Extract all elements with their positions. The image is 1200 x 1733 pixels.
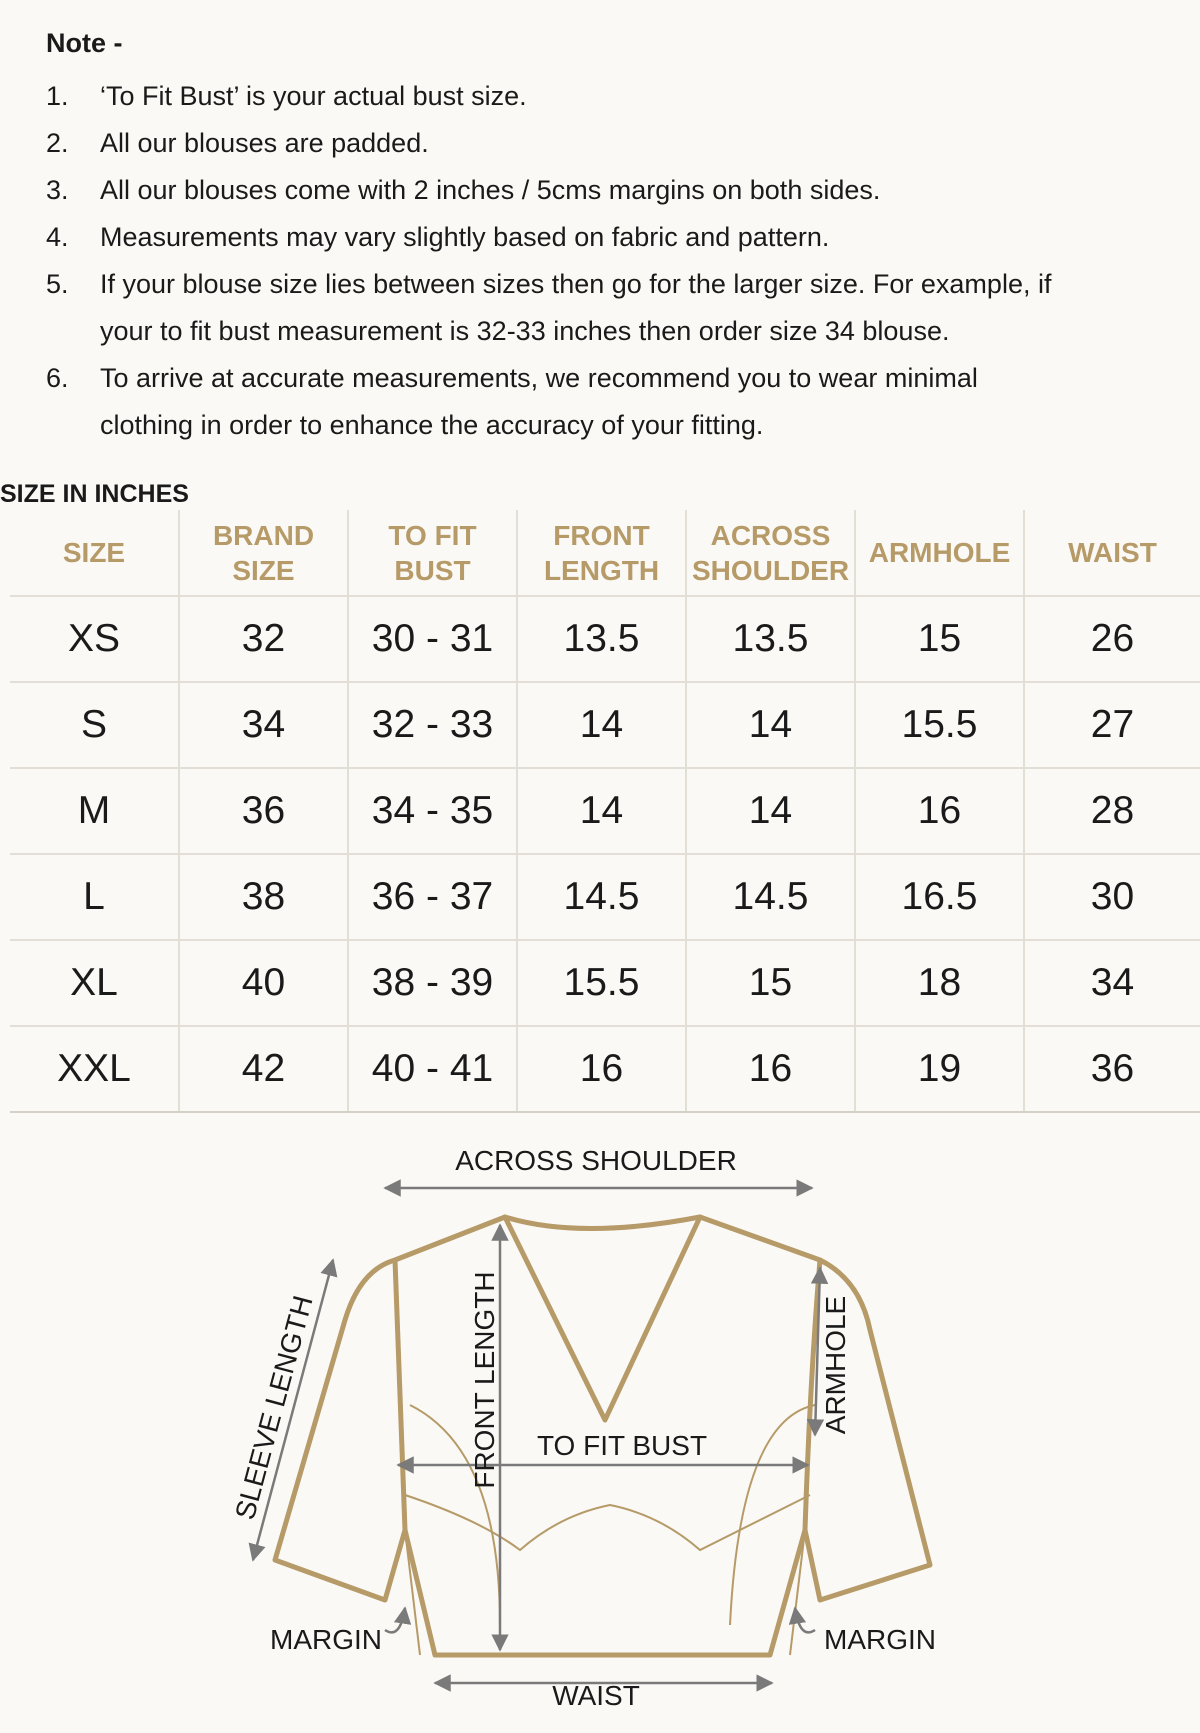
table-cell: 36 [1024, 1026, 1200, 1112]
note-text [100, 355, 1166, 449]
label-sleeve-length: SLEEVE LENGTH [229, 1292, 319, 1523]
column-header-line: TO FIT [388, 519, 477, 551]
note-number: 2. [46, 128, 69, 158]
note-line: All our blouses are padded. [100, 128, 429, 158]
table-row [10, 1026, 1200, 1112]
table-cell: 14 [517, 768, 686, 854]
table-body [10, 596, 1200, 1112]
table-cell: 15.5 [855, 682, 1024, 768]
table-cell: 40 - 41 [348, 1026, 517, 1112]
column-header [10, 510, 179, 596]
table-header-row [10, 510, 1200, 596]
table-cell: 28 [1024, 768, 1200, 854]
note-item [46, 167, 1166, 214]
column-header [348, 510, 517, 596]
note-number: 1. [46, 81, 69, 111]
table-cell: 34 - 35 [348, 768, 517, 854]
column-header-line: ACROSS [710, 519, 831, 551]
note-text [100, 73, 1166, 120]
table-cell: 32 - 33 [348, 682, 517, 768]
note-text [100, 120, 1166, 167]
column-header-line: SIZE [232, 554, 295, 586]
table-cell: 38 [179, 854, 348, 940]
column-header [1024, 510, 1200, 596]
table-cell: 40 [179, 940, 348, 1026]
note-title: Note - [46, 28, 123, 58]
note-text [100, 261, 1166, 355]
table-cell: 19 [855, 1026, 1024, 1112]
table-row [10, 940, 1200, 1026]
column-header-line: ARMHOLE [868, 537, 1011, 568]
note-item [46, 120, 1166, 167]
table-cell: 18 [855, 940, 1024, 1026]
table-cell: M [10, 768, 179, 854]
note-line: clothing in order to enhance the accuracy of your fitting. [100, 410, 764, 440]
table-cell: 13.5 [517, 596, 686, 682]
note-line: ‘To Fit Bust’ is your actual bust size. [100, 81, 527, 111]
column-header-line: WAIST [1068, 537, 1157, 568]
size-chart-table [10, 510, 1200, 1113]
table-cell: 14 [686, 768, 855, 854]
column-header-line: SHOULDER [691, 554, 850, 586]
table-cell: 15.5 [517, 940, 686, 1026]
note-item [46, 261, 1166, 355]
table-cell: 32 [179, 596, 348, 682]
table-cell: XXL [10, 1026, 179, 1112]
table-cell: 30 - 31 [348, 596, 517, 682]
column-header-line: FRONT [553, 519, 650, 551]
note-number: 6. [46, 363, 69, 393]
table-cell: 13.5 [686, 596, 855, 682]
table-cell: 15 [686, 940, 855, 1026]
column-header-line: BRAND [212, 519, 315, 551]
table-cell: 16 [517, 1026, 686, 1112]
label-armhole: ARMHOLE [820, 1295, 851, 1435]
label-waist: WAIST [552, 1680, 640, 1711]
note-number: 3. [46, 175, 69, 205]
table-row [10, 854, 1200, 940]
table-cell: 34 [179, 682, 348, 768]
table-cell: 14 [517, 682, 686, 768]
note-line: If your blouse size lies between sizes then go for the larger size. For example, if [100, 269, 1052, 299]
table-cell: 30 [1024, 854, 1200, 940]
note-item [46, 214, 1166, 261]
table-row [10, 596, 1200, 682]
table-row [10, 682, 1200, 768]
table-cell: 16 [855, 768, 1024, 854]
table-cell: XL [10, 940, 179, 1026]
table-cell: 42 [179, 1026, 348, 1112]
note-text [100, 214, 1166, 261]
table-cell: 26 [1024, 596, 1200, 682]
note-item [46, 355, 1166, 449]
table-cell: 14.5 [517, 854, 686, 940]
table-cell: 36 - 37 [348, 854, 517, 940]
table-cell: 38 - 39 [348, 940, 517, 1026]
table-cell: 27 [1024, 682, 1200, 768]
label-margin-right: MARGIN [824, 1624, 936, 1655]
note-text [100, 167, 1166, 214]
note-line: To arrive at accurate measurements, we recommend you to wear minimal [100, 363, 978, 393]
column-header-line: LENGTH [543, 554, 660, 586]
column-header-line: BUST [394, 554, 471, 586]
table-cell: 16.5 [855, 854, 1024, 940]
label-to-fit-bust: TO FIT BUST [536, 1430, 708, 1461]
table-cell: 36 [179, 768, 348, 854]
notes-section [46, 28, 1166, 449]
blouse-measurement-diagram [0, 1120, 1200, 1720]
column-header [855, 510, 1024, 596]
table-cell: 16 [686, 1026, 855, 1112]
table-row [10, 768, 1200, 854]
note-line: Measurements may vary slightly based on fabric and pattern. [100, 222, 830, 252]
note-line: All our blouses come with 2 inches / 5cms margins on both sides. [100, 175, 881, 205]
note-item [46, 73, 1166, 120]
note-line: your to fit bust measurement is 32-33 inches then order size 34 blouse. [100, 316, 950, 346]
table-cell: 14.5 [686, 854, 855, 940]
label-front-length: FRONT LENGTH [469, 1271, 500, 1489]
table-cell: 34 [1024, 940, 1200, 1026]
label-margin-left: MARGIN [270, 1624, 382, 1655]
label-across-shoulder: ACROSS SHOULDER [455, 1145, 737, 1176]
column-header [179, 510, 348, 596]
table-cell: L [10, 854, 179, 940]
note-list [46, 73, 1166, 449]
table-cell: XS [10, 596, 179, 682]
column-header-line: SIZE [62, 537, 126, 568]
note-number: 5. [46, 269, 69, 299]
size-unit-label: SIZE IN INCHES [0, 480, 189, 508]
table-cell: 15 [855, 596, 1024, 682]
note-number: 4. [46, 222, 69, 252]
column-header [517, 510, 686, 596]
table-cell: 14 [686, 682, 855, 768]
column-header [686, 510, 855, 596]
table-cell: S [10, 682, 179, 768]
